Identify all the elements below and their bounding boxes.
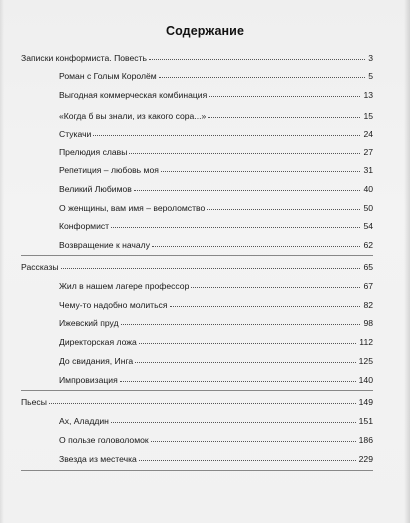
toc-entry-page: 50: [363, 203, 373, 213]
toc-entry-title: Ижевский пруд: [59, 318, 119, 328]
toc-entry-title: Репетиция – любовь моя: [59, 165, 159, 175]
toc-entry-title: О женщины, вам имя – вероломство: [59, 203, 206, 213]
toc-entry-page: 82: [363, 300, 373, 310]
toc-entry: [59, 352, 373, 366]
toc-entry-title: Импровизация: [59, 375, 118, 385]
toc-entry-title: Записки конформиста. Повесть: [21, 53, 147, 63]
section-divider: [21, 255, 373, 256]
dot-leader: [93, 135, 360, 136]
dot-leader: [120, 381, 356, 382]
toc-entry-page: 149: [358, 397, 373, 407]
toc-entry: [59, 412, 373, 426]
toc-section-entry: [21, 49, 373, 63]
toc-entry-title: Конформист: [59, 221, 110, 231]
toc-entry-page: 151: [358, 416, 373, 426]
toc-entry-title: Возвращение к началу: [59, 240, 150, 250]
toc-entry: [59, 125, 373, 139]
dot-leader: [149, 59, 365, 60]
toc-entry: [59, 67, 373, 81]
toc-entry-page: 65: [363, 262, 373, 272]
toc-entry: [59, 86, 373, 100]
toc-entry-page: 3: [368, 53, 373, 63]
toc-entry: [59, 371, 373, 385]
toc-entry-title: Ах, Аладдин: [59, 416, 109, 426]
toc-entry-title: О пользе головоломок: [59, 435, 149, 445]
toc-entry: [59, 314, 373, 328]
dot-leader: [139, 343, 356, 344]
page-shadow-right: [404, 0, 410, 523]
toc-entry-page: 5: [368, 71, 373, 81]
toc-entry: [59, 333, 373, 347]
toc-entry-title: Звезда из местечка: [59, 454, 137, 464]
toc-entry: [59, 107, 373, 121]
dot-leader: [191, 287, 360, 288]
dot-leader: [207, 209, 360, 210]
toc-entry-page: 27: [363, 147, 373, 157]
toc-entry: [59, 199, 373, 213]
toc-entry: [59, 431, 373, 445]
dot-leader: [129, 153, 360, 154]
toc-entry-page: 15: [363, 111, 373, 121]
dot-leader: [208, 117, 360, 118]
toc-entry: [59, 236, 373, 250]
toc-entry-page: 40: [363, 184, 373, 194]
toc-entry: [59, 217, 373, 231]
page-shadow-left: [0, 0, 4, 523]
toc-entry-title: Выгодная коммерческая комбинация: [59, 90, 208, 100]
toc-entry-title: Жил в нашем лагере профессор: [59, 281, 190, 291]
toc-entry: [59, 161, 373, 175]
toc-entry-title: До свидания, Инга: [59, 356, 134, 366]
toc-entry-title: Роман с Голым Королём: [59, 71, 157, 81]
toc-entry-page: 24: [363, 129, 373, 139]
toc-entry-title: Рассказы: [21, 262, 59, 272]
toc-entry-page: 112: [359, 337, 373, 347]
dot-leader: [111, 227, 360, 228]
dot-leader: [159, 77, 366, 78]
toc-entry-title: Прелюдия славы: [59, 147, 128, 157]
section-divider: [21, 470, 373, 471]
toc-entry: [59, 143, 373, 157]
toc-entry-title: «Когда б вы знали, из какого сора...»: [59, 111, 207, 121]
toc-section-entry: [21, 393, 373, 407]
dot-leader: [139, 460, 356, 461]
dot-leader: [151, 441, 356, 442]
toc-entry-title: Директорская ложа: [59, 337, 137, 347]
toc-entry-page: 186: [358, 435, 373, 445]
toc-entry-title: Стукачи: [59, 129, 92, 139]
toc-entry-title: Пьесы: [21, 397, 47, 407]
toc-entry-page: 125: [358, 356, 373, 366]
dot-leader: [135, 362, 355, 363]
toc-entry-page: 67: [363, 281, 373, 291]
dot-leader: [161, 171, 361, 172]
toc-entry-title: Чему-то надобно молиться: [59, 300, 168, 310]
dot-leader: [49, 403, 356, 404]
toc-entry: [59, 277, 373, 291]
dot-leader: [134, 190, 361, 191]
dot-leader: [170, 306, 361, 307]
toc-entry-page: 54: [363, 221, 373, 231]
toc-entry: [59, 180, 373, 194]
toc-entry: [59, 296, 373, 310]
toc-entry-title: Великий Любимов: [59, 184, 132, 194]
dot-leader: [111, 422, 356, 423]
dot-leader: [209, 96, 360, 97]
toc-entry-page: 31: [363, 165, 373, 175]
toc-entry-page: 140: [358, 375, 373, 385]
toc-entry-page: 98: [363, 318, 373, 328]
toc-entry-page: 229: [358, 454, 373, 464]
toc-section-entry: [21, 258, 373, 272]
section-divider: [21, 390, 373, 391]
dot-leader: [121, 324, 361, 325]
toc-entry-page: 13: [363, 90, 373, 100]
toc-entry-page: 62: [363, 240, 373, 250]
dot-leader: [61, 268, 361, 269]
page-title: Содержание: [165, 24, 244, 38]
toc-entry: [59, 450, 373, 464]
dot-leader: [152, 246, 360, 247]
